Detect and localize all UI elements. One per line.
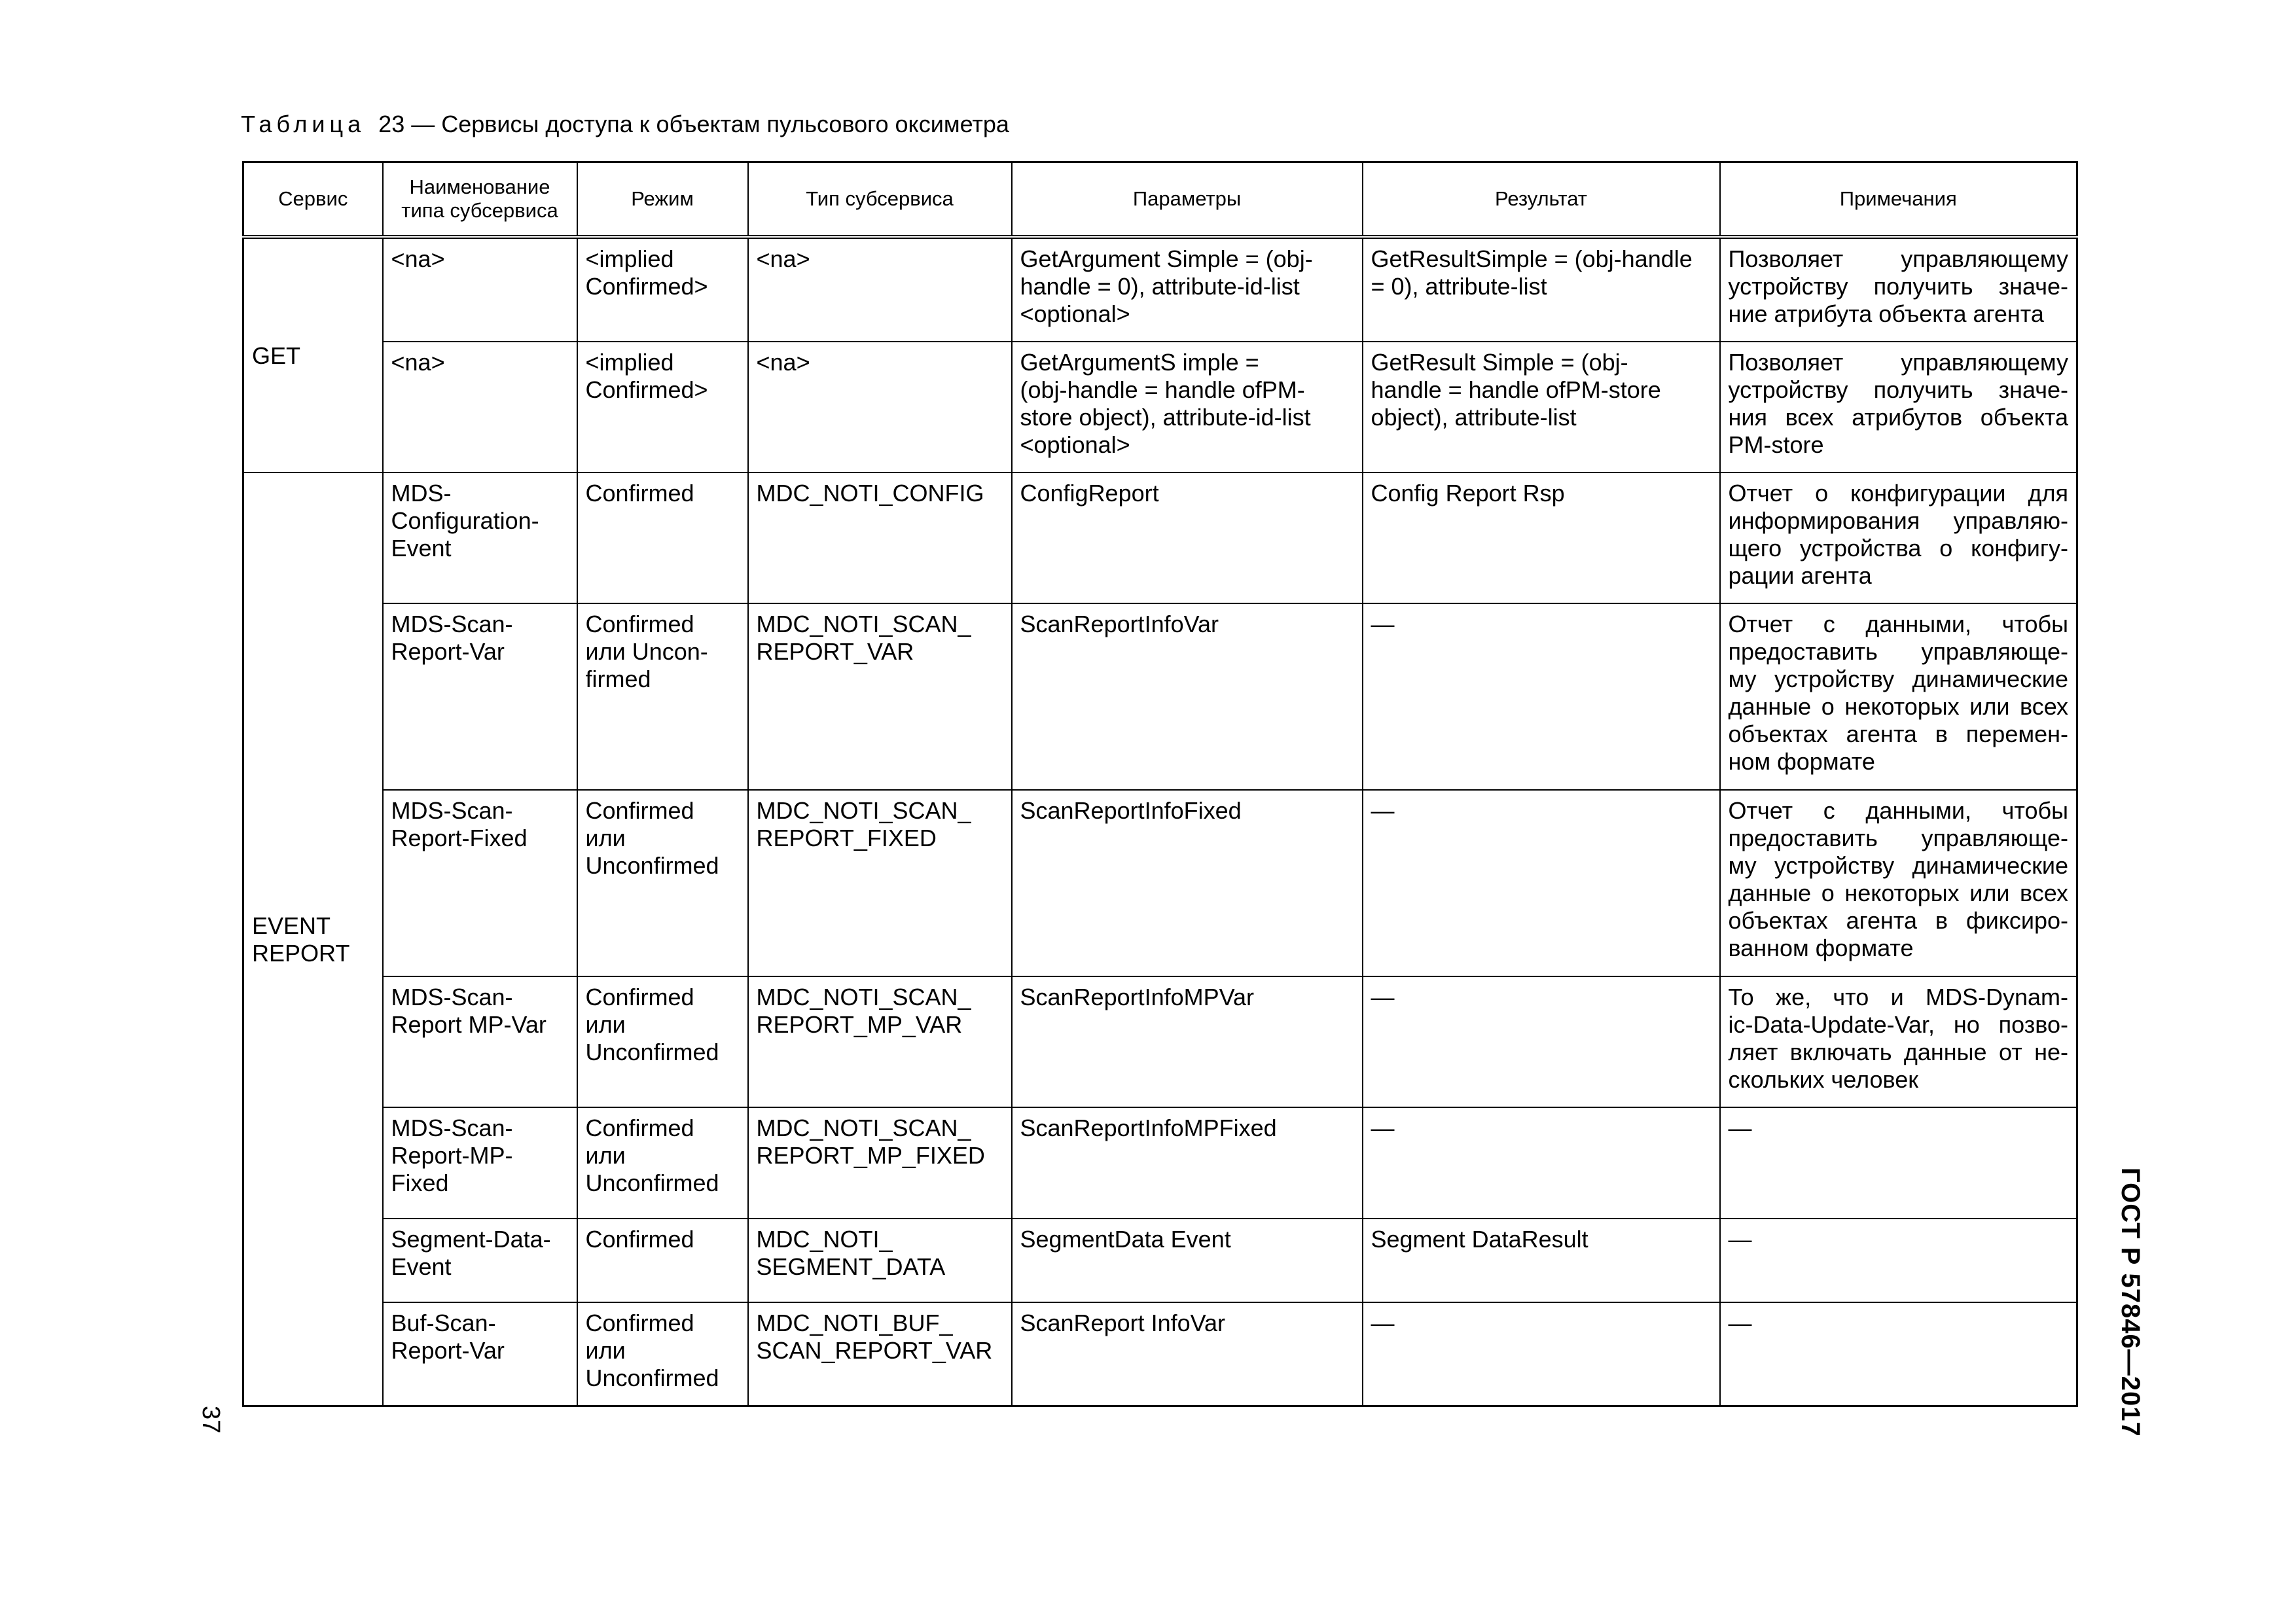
table-caption-label: Таблица	[241, 111, 366, 137]
header-service: Сервис	[243, 162, 383, 238]
cell-line: предоставить управляюще-	[1728, 825, 2068, 851]
notes-cell	[1720, 790, 2077, 976]
mode-cell	[577, 603, 748, 790]
table-row	[243, 1302, 2077, 1406]
cell-line: Отчет о конфигурации для	[1728, 480, 2068, 507]
notes-cell	[1720, 1107, 2077, 1219]
cell-line: MDC_NOTI_SCAN_	[756, 611, 971, 637]
cell-line: firmed	[585, 666, 651, 692]
cell-line: REPORT_VAR	[756, 638, 914, 665]
cell-line: <na>	[756, 349, 810, 376]
subservice-type-cell	[748, 1107, 1012, 1219]
table-header	[243, 162, 2077, 238]
cell-line: устройству получить значе-	[1728, 273, 2068, 300]
cell-line: Report-Var	[391, 638, 505, 665]
cell-line: MDS-	[391, 480, 452, 507]
mode-cell	[577, 976, 748, 1107]
notes-cell	[1720, 237, 2077, 342]
cell-line: или	[585, 825, 626, 851]
cell-line: или	[585, 1011, 626, 1038]
table-row	[243, 237, 2077, 342]
cell-line: —	[1371, 984, 1395, 1010]
cell-line: GetArgument Simple = (obj-	[1020, 245, 1313, 272]
parameters-cell	[1012, 790, 1363, 976]
result-cell	[1363, 1107, 1720, 1219]
result-cell	[1363, 976, 1720, 1107]
cell-line: Configuration-	[391, 507, 539, 534]
cell-line: Buf-Scan-	[391, 1310, 496, 1336]
table-row	[243, 790, 2077, 976]
cell-line: Unconfirmed	[585, 1169, 719, 1196]
notes-cell	[1720, 603, 2077, 790]
header-mode: Режим	[577, 162, 748, 238]
cell-line: му устройству динамические	[1728, 852, 2068, 879]
result-cell	[1363, 473, 1720, 603]
cell-line: му устройству динамические	[1728, 666, 2068, 692]
cell-line: —	[1728, 1115, 1752, 1141]
table-caption-text: 23 — Сервисы доступа к объектам пульсового оксиметра	[378, 111, 1009, 137]
cell-line: предоставить управляюще-	[1728, 638, 2068, 665]
table-row	[243, 342, 2077, 473]
cell-line: ic-Data-Update-Var, но позво-	[1728, 1011, 2068, 1038]
header-subtype-name	[383, 162, 577, 238]
cell-line: ScanReportInfoMPVar	[1020, 984, 1255, 1010]
cell-line: <na>	[391, 349, 445, 376]
cell-line: Event	[391, 535, 452, 562]
table-row	[243, 473, 2077, 603]
mode-cell	[577, 342, 748, 473]
services-table	[242, 161, 2078, 1407]
cell-line: ScanReport InfoVar	[1020, 1310, 1226, 1336]
cell-line: <optional>	[1020, 431, 1130, 458]
subtype-name-cell	[383, 603, 577, 790]
table-row	[243, 1219, 2077, 1302]
mode-cell	[577, 790, 748, 976]
cell-line: GetArgumentS imple =	[1020, 349, 1259, 376]
cell-line: Confirmed	[585, 1226, 694, 1253]
subservice-type-cell	[748, 1219, 1012, 1302]
cell-line: MDC_NOTI_	[756, 1226, 893, 1253]
parameters-cell	[1012, 976, 1363, 1107]
subservice-type-cell	[748, 237, 1012, 342]
subtype-name-cell	[383, 790, 577, 976]
cell-line: Позволяет управляющему	[1728, 349, 2068, 376]
cell-line: ния всех атрибутов объекта	[1728, 404, 2068, 431]
cell-line: <optional>	[1020, 300, 1130, 327]
cell-line: <na>	[756, 245, 810, 272]
cell-line: MDC_NOTI_CONFIG	[756, 480, 984, 507]
cell-line: Config Report Rsp	[1371, 480, 1565, 507]
service-cell-event-report	[243, 473, 383, 1406]
parameters-cell	[1012, 342, 1363, 473]
mode-cell	[577, 1107, 748, 1219]
cell-line: MDC_NOTI_SCAN_	[756, 984, 971, 1010]
result-cell	[1363, 342, 1720, 473]
notes-cell	[1720, 1302, 2077, 1406]
document-standard-title: ГОСТ Р 57846—2017	[2116, 1168, 2145, 1437]
service-cell-get: GET	[243, 237, 383, 473]
cell-line: Segment-Data-	[391, 1226, 551, 1253]
cell-line: скольких человек	[1728, 1066, 1919, 1093]
cell-line: Report-Fixed	[391, 825, 528, 851]
notes-cell	[1720, 1219, 2077, 1302]
cell-line: устройству получить значе-	[1728, 376, 2068, 403]
subservice-type-cell	[748, 473, 1012, 603]
parameters-cell	[1012, 1219, 1363, 1302]
cell-line: Confirmed	[585, 480, 694, 507]
subservice-type-cell	[748, 976, 1012, 1107]
table-body	[243, 237, 2077, 1406]
cell-line: или	[585, 1142, 626, 1169]
cell-line: Confirmed	[585, 1310, 694, 1336]
cell-line: MDS-Scan-	[391, 797, 513, 824]
cell-line: MDC_NOTI_SCAN_	[756, 1115, 971, 1141]
cell-line: объектах агента в фиксиро-	[1728, 907, 2068, 934]
mode-cell	[577, 237, 748, 342]
subtype-name-cell	[383, 1219, 577, 1302]
cell-line: MDC_NOTI_SCAN_	[756, 797, 971, 824]
subtype-name-cell	[383, 976, 577, 1107]
parameters-cell	[1012, 603, 1363, 790]
header-subservice-type: Тип субсервиса	[748, 162, 1012, 238]
header-parameters: Параметры	[1012, 162, 1363, 238]
cell-line: ванном формате	[1728, 935, 1914, 961]
notes-cell	[1720, 976, 2077, 1107]
cell-line: —	[1371, 611, 1395, 637]
cell-line: PM-store	[1728, 431, 1824, 458]
cell-line: Confirmed>	[585, 273, 708, 300]
subtype-name-cell	[383, 1107, 577, 1219]
cell-line: Report MP-Var	[391, 1011, 547, 1038]
cell-line: = 0), attribute-list	[1371, 273, 1547, 300]
notes-cell	[1720, 473, 2077, 603]
header-subtype-name-line: типа субсервиса	[401, 199, 558, 222]
cell-line: <implied	[585, 349, 674, 376]
subservice-type-cell	[748, 603, 1012, 790]
cell-line: MDC_NOTI_BUF_	[756, 1310, 953, 1336]
cell-line: GetResult Simple = (obj-	[1371, 349, 1628, 376]
cell-line: объектах агента в перемен-	[1728, 721, 2068, 747]
parameters-cell	[1012, 1302, 1363, 1406]
subservice-type-cell	[748, 790, 1012, 976]
subservice-type-cell	[748, 1302, 1012, 1406]
table-row	[243, 976, 2077, 1107]
cell-line: —	[1371, 797, 1395, 824]
cell-line: MDS-Scan-	[391, 611, 513, 637]
cell-line: ScanReportInfoFixed	[1020, 797, 1242, 824]
parameters-cell	[1012, 473, 1363, 603]
subservice-type-cell	[748, 342, 1012, 473]
table-row	[243, 1107, 2077, 1219]
cell-line: или	[585, 1337, 626, 1364]
cell-line: REPORT_MP_VAR	[756, 1011, 963, 1038]
mode-cell	[577, 473, 748, 603]
cell-line: store object), attribute-id-list	[1020, 404, 1311, 431]
cell-line: (obj-handle = handle ofPM-	[1020, 376, 1305, 403]
cell-line: ном формате	[1728, 748, 1875, 775]
result-cell	[1363, 237, 1720, 342]
subtype-name-cell	[383, 342, 577, 473]
cell-line: MDS-Scan-	[391, 1115, 513, 1141]
cell-line: Report-MP-	[391, 1142, 513, 1169]
parameters-cell	[1012, 1107, 1363, 1219]
cell-line: handle = handle ofPM-store	[1371, 376, 1661, 403]
cell-line: <implied	[585, 245, 674, 272]
cell-line: Отчет с данными, чтобы	[1728, 797, 2068, 824]
cell-line: <na>	[391, 245, 445, 272]
mode-cell	[577, 1302, 748, 1406]
result-cell	[1363, 1219, 1720, 1302]
cell-line: MDS-Scan-	[391, 984, 513, 1010]
cell-line: —	[1371, 1310, 1395, 1336]
header-result: Результат	[1363, 162, 1720, 238]
cell-line: ConfigReport	[1020, 480, 1159, 507]
cell-line: Позволяет управляющему	[1728, 245, 2068, 272]
cell-line: Confirmed	[585, 611, 694, 637]
cell-line: Confirmed>	[585, 376, 708, 403]
cell-line: данные о некоторых или всех	[1728, 880, 2068, 906]
cell-line: REPORT_MP_FIXED	[756, 1142, 985, 1169]
cell-line: Unconfirmed	[585, 1039, 719, 1065]
cell-line: ScanReportInfoVar	[1020, 611, 1219, 637]
cell-line: Unconfirmed	[585, 1364, 719, 1391]
subtype-name-cell	[383, 473, 577, 603]
cell-line: ляет включать данные от не-	[1728, 1039, 2068, 1065]
cell-line: информирования управляю-	[1728, 507, 2068, 534]
cell-line: рации агента	[1728, 562, 1872, 589]
cell-line: GetResultSimple = (obj-handle	[1371, 245, 1693, 272]
subtype-name-cell	[383, 1302, 577, 1406]
header-row	[243, 162, 2077, 238]
notes-cell	[1720, 342, 2077, 473]
cell-line: Report-Var	[391, 1337, 505, 1364]
cell-line: REPORT_FIXED	[756, 825, 937, 851]
cell-line: Confirmed	[585, 1115, 694, 1141]
cell-line: Event	[391, 1253, 452, 1280]
cell-line: Fixed	[391, 1169, 449, 1196]
cell-line: —	[1371, 1115, 1395, 1141]
subtype-name-cell	[383, 237, 577, 342]
page-number: 37	[197, 1406, 224, 1434]
mode-cell	[577, 1219, 748, 1302]
table-row	[243, 603, 2077, 790]
result-cell	[1363, 603, 1720, 790]
cell-line: Confirmed	[585, 984, 694, 1010]
cell-line: handle = 0), attribute-id-list	[1020, 273, 1300, 300]
service-line: EVENT	[252, 912, 331, 939]
cell-line: или Uncon-	[585, 638, 708, 665]
cell-line: Segment DataResult	[1371, 1226, 1588, 1253]
header-subtype-name-line: Наименование	[409, 175, 550, 198]
service-line: REPORT	[252, 939, 350, 967]
cell-line: —	[1728, 1310, 1752, 1336]
cell-line: щего устройства о конфигу-	[1728, 535, 2068, 562]
cell-line: SEGMENT_DATA	[756, 1253, 946, 1280]
cell-line: данные о некоторых или всех	[1728, 693, 2068, 720]
result-cell	[1363, 790, 1720, 976]
cell-line: Confirmed	[585, 797, 694, 824]
result-cell	[1363, 1302, 1720, 1406]
cell-line: SegmentData Event	[1020, 1226, 1231, 1253]
cell-line: ние атрибута объекта агента	[1728, 300, 2044, 327]
cell-line: Unconfirmed	[585, 852, 719, 879]
cell-line: SCAN_REPORT_VAR	[756, 1337, 993, 1364]
cell-line: ScanReportInfoMPFixed	[1020, 1115, 1277, 1141]
cell-line: Отчет с данными, чтобы	[1728, 611, 2068, 637]
cell-line: То же, что и MDS-Dynam-	[1728, 984, 2068, 1010]
cell-line: —	[1728, 1226, 1752, 1253]
cell-line: object), attribute-list	[1371, 404, 1577, 431]
parameters-cell	[1012, 237, 1363, 342]
header-notes: Примечания	[1720, 162, 2077, 238]
table-caption	[241, 110, 1009, 139]
